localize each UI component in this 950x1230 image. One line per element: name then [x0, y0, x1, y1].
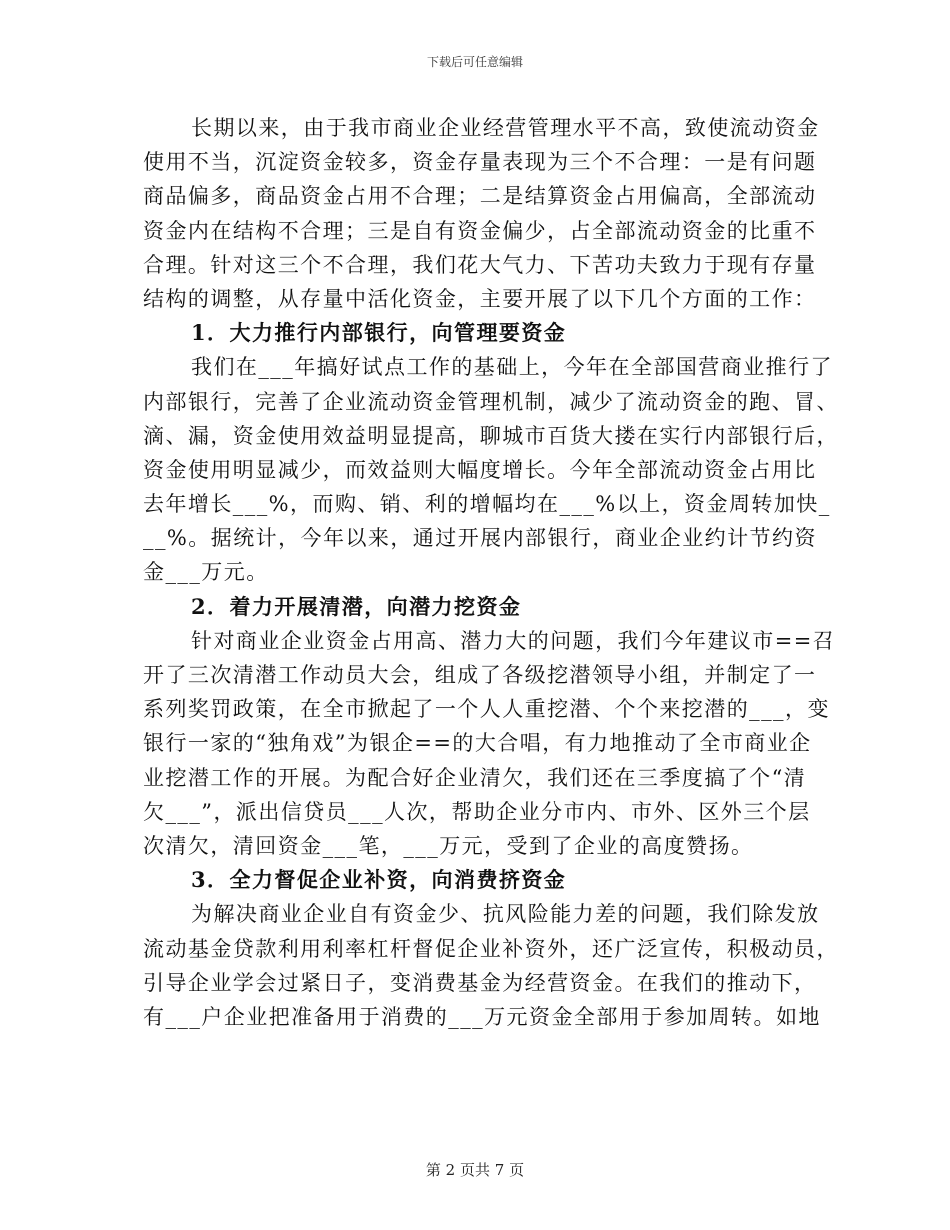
text-line: 系列奖罚政策，在全市掀起了一个人人重挖潜、个个来挖潜的___，变	[143, 697, 830, 722]
section-heading: 2．着力开展清潜，向潜力挖资金	[191, 593, 522, 619]
text-line: 流动基金贷款利用利率杠杆督促企业补资外，还广泛宣传，积极动员，	[143, 936, 839, 961]
text-line: 合理。针对这三个不合理，我们花大气力、下苦功夫致力于现有存量	[143, 252, 817, 277]
text-line: __%。据统计，今年以来，通过开展内部银行，商业企业约计节约资	[143, 526, 817, 551]
text-line: 为解决商业企业自有资金少、抗风险能力差的问题，我们除发放	[191, 902, 820, 927]
text-line: 引导企业学会过紧日子，变消费基金为经营资金。在我们的推动下，	[143, 970, 817, 995]
section-heading: 1．大力推行内部银行，向管理要资金	[191, 320, 567, 346]
text-line: 使用不当，沉淀资金较多，资金存量表现为三个不合理：一是有问题	[143, 150, 817, 175]
text-line: 我们在___年搞好试点工作的基础上，今年在全部国营商业推行了	[191, 355, 833, 380]
text-line: 去年增长___%，而购、销、利的增幅均在___%以上，资金周转加快_	[143, 492, 831, 517]
text-line: 长期以来，由于我市商业企业经营管理水平不高，致使流动资金	[191, 116, 820, 140]
text-line: 滴、漏，资金使用效益明显提高，聊城市百货大搂在实行内部银行后，	[143, 423, 839, 448]
page-footer: 第 2 页共 7 页	[425, 1161, 525, 1179]
page-header: 下载后可任意编辑	[426, 55, 523, 69]
section-heading: 3．全力督促企业补资，向消费挤资金	[191, 867, 567, 893]
text-line: 业挖潜工作的开展。为配合好企业清欠，我们还在三季度搞了个“清	[143, 765, 807, 790]
text-line: 次清欠，清回资金___笔，___万元，受到了企业的高度赞扬。	[143, 833, 754, 858]
text-line: 资金使用明显减少，而效益则大幅度增长。今年全部流动资金占用比	[143, 457, 817, 482]
text-line: 内部银行，完善了企业流动资金管理机制，减少了流动资金的跑、冒、	[143, 389, 839, 414]
text-line: 结构的调整，从存量中活化资金，主要开展了以下几个方面的工作：	[143, 286, 817, 311]
text-line: 商品偏多，商品资金占用不合理；二是结算资金占用偏高，全部流动	[143, 184, 817, 209]
text-line: 资金内在结构不合理；三是自有资金偏少，占全部流动资金的比重不	[143, 218, 817, 243]
text-line: 银行一家的“独角戏”为银企==的大合唱，有力地推动了全市商业企	[143, 731, 812, 756]
text-line: 针对商业企业资金占用高、潜力大的问题，我们今年建议市==召	[191, 628, 836, 653]
document-body	[143, 111, 839, 1034]
text-line: 开了三次清潜工作动员大会，组成了各级挖潜领导小组，并制定了一	[143, 663, 817, 687]
text-line: 有___户企业把准备用于消费的___万元资金全部用于参加周转。如地	[143, 1004, 821, 1029]
text-line: 金___万元。	[143, 560, 269, 585]
text-line: 欠___”，派出信贷员___人次，帮助企业分市内、市外、区外三个层	[143, 799, 811, 824]
